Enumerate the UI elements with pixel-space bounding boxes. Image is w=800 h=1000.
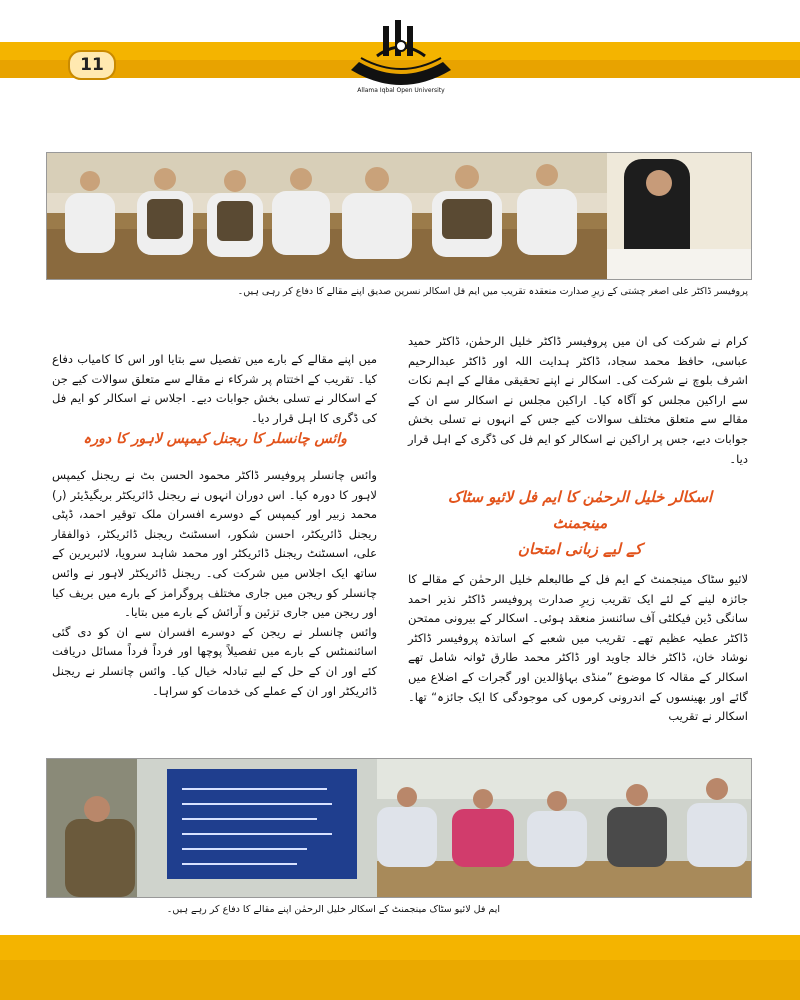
right-column-body-text: لائیو سٹاک مینجمنٹ کے ایم فل کے طالبعلم خلیل الرحمٰن کے مقالے کا جائزہ لینے کے لئے ایک تقریب زیرِ صدارت پروفیسر ڈاکٹر نذیر احمد سانگی ڈین فیکلٹی آف سائنسز منعقد ہوئی۔ اسکالر کے بیرونی ممتحن ڈاکٹر عطیہ عظیم تھے۔ تقریب میں شعبے کے اساتذہ پروفیسر ڈاکٹر نوشاد خان، ڈاکٹر خالد جاوید اور ڈاکٹر محمد طارق ٹوانہ شامل تھے اسکالر کے مقالہ کا موضوع ”منڈی بہاؤالدین اور گجرات کے اضلاع میں گائے اور بھینسوں کے اندرونی کرموں کی موجودگی کا ایک جائزہ“ تھا۔ اسکالر نے تقریب — [408, 572, 748, 724]
footer-band-shade — [0, 960, 800, 1000]
presentation-photo-illustration — [47, 759, 751, 897]
vc-visit-para2: وائس چانسلر نے ریجن کے دوسرے افسران سے ان کو دی گئی اسائنمنٹس کے بارے میں تفصیلاً پوچھا اور فرداً فرداً مسائل دریافت کئے اور ان کے حل کے لیے تبادلہ خیال کیا۔ وائس چانسلر نے ریجنل ڈائریکٹر اور ان کے عملے کی خدمات کو سراہا۔ — [52, 624, 377, 698]
left-column-intro — [52, 350, 377, 428]
presentation-photo — [46, 758, 752, 898]
svg-text:Allama Iqbal Open University: Allama Iqbal Open University — [357, 87, 445, 94]
oral-exam-heading — [420, 484, 740, 562]
oral-exam-heading-line2: کے لیے زبانی امتحان — [517, 540, 643, 558]
vc-visit-para1: وائس چانسلر پروفیسر ڈاکٹر محمود الحسن بٹ نے ریجنل کیمپس لاہور کا دورہ کیا۔ اس دوران انہوں نے ریجنل ڈائریکٹر بریگیڈیئر (ر) محمد زبیر اور کیمپس کے دوسرے افسران ملک توقیر احمد، ڈپٹی ریجنل ڈائریکٹر، احسن شکور، اسسٹنٹ ریجنل ڈائریکٹر، ذوالفقار علی، اسسٹنٹ ریجنل ڈائریکٹر اور محمد شاہد سرویا، لائبریرین کے ساتھ ایک اجلاس میں شرکت کی۔ ریجنل ڈائریکٹر لاہور نے وائس چانسلر کو ریجن میں جاری مختلف پروگرامز کے بارے میں بریف کیا اور ریجن میں جاری تزئین و آرائش کے بارے میں بتایا۔ — [52, 468, 377, 620]
vc-visit-heading: وائس چانسلر کا ریجنل کیمپس لاہور کا دورہ — [83, 431, 347, 447]
right-column-intro — [408, 332, 748, 469]
left-column-intro-text: میں اپنے مقالے کے بارے میں تفصیل سے بتایا اور اس کا کامیاب دفاع کیا۔ تقریب کے اختتام پر شرکاء نے مقالے سے متعلق سوالات کیے جن کے اسکالر نے تسلی بخش جوابات دیے۔ اجلاس نے اسکالر کو ایم فل کی ڈگری کا اہل قرار دیا۔ — [52, 352, 377, 425]
panel-photo-caption: پروفیسر ڈاکٹر علی اصغر چشتی کے زیرِ صدارت منعقدہ تقریب میں ایم فل اسکالر نسرین صدیق اپنے مقالے کا دفاع کر رہی ہیں۔ — [237, 286, 748, 297]
left-column-body — [52, 466, 377, 701]
oral-exam-heading-line1: اسکالر خلیل الرحمٰن کا ایم فل لائیو سٹاک مینجمنٹ — [447, 488, 713, 532]
panel-photo — [46, 152, 752, 280]
panel-photo-illustration — [47, 153, 751, 279]
right-column-intro-text: کرام نے شرکت کی ان میں پروفیسر ڈاکٹر خلیل الرحمٰن، ڈاکٹر حمید عباسی، حافظ محمد سجاد، ڈاکٹر ہدایت اللہ اور ڈاکٹر عبدالرحیم اشرف بلوچ نے شرکت کی۔ اسکالر نے اپنے تحقیقی مقالے کے اہم نکات سے اراکین مجلس کو آگاہ کیا۔ اراکین مجلس نے اسکالر سے ان کے مقالے سے متعلق مختلف سوالات کیے جس کے انہوں نے تسلی بخش جوابات دیے، جس پر اراکین نے اسکالر کو ایم فل کی ڈگری کے اہل قرار دیا۔ — [408, 334, 748, 466]
university-logo — [343, 18, 459, 96]
presentation-photo-caption: ایم فل لائیو سٹاک مینجمنٹ کے اسکالر خلیل الرحمٰن اپنے مقالے کا دفاع کر رہے ہیں۔ — [166, 904, 500, 915]
page-number: 11 — [68, 50, 116, 80]
right-column-body — [408, 570, 748, 727]
